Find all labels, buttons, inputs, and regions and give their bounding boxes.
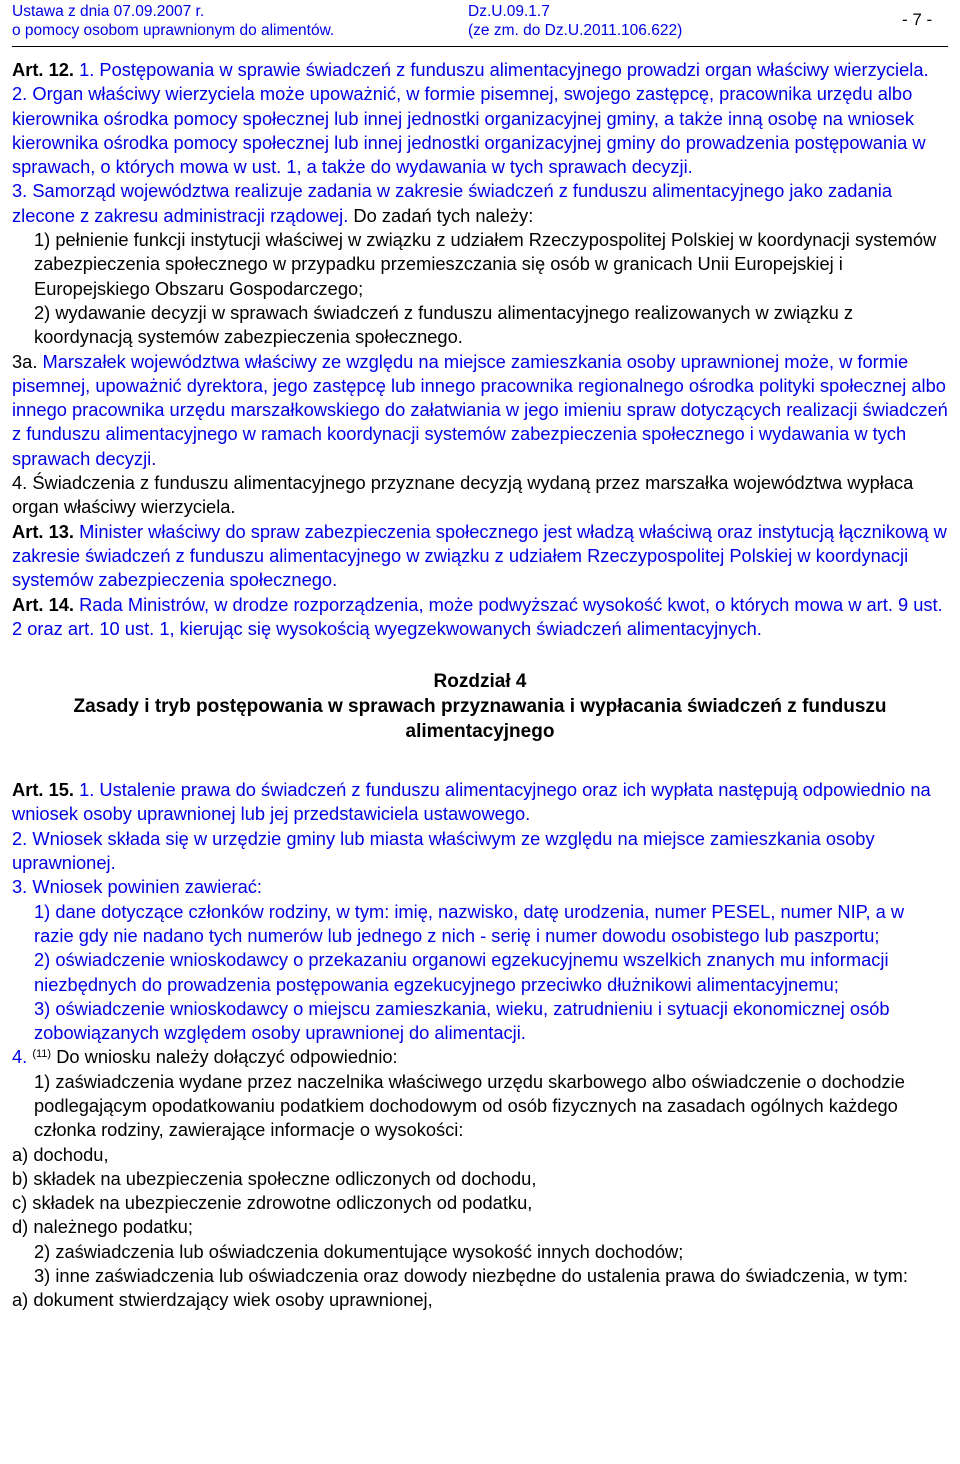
art14: [12, 593, 948, 642]
paragraph-text: Organ właściwy wierzyciela może upoważnić, w formie pisemnej, swojego zastępcę, pracownika urzędu albo kierownika ośrodka pomocy społecznej lub innej jednostki organizacyjnej gminy, a także inną osobę na wniosek kierownika ośrodka pomocy społecznej lub innej jednostki organizacyjnej gminy do prowadzenia postępowania w sprawach, o których mowa w ust. 1, a także do wydawania w tych sprawach decyzji.: [12, 83, 926, 178]
art15-para1: [12, 778, 948, 827]
art15-para4-item1-d: d) należnego podatku;: [12, 1216, 193, 1238]
article-label: Art. 13.: [12, 520, 74, 542]
paragraph-text: Marszałek województwa właściwy ze względu na miejsce zamieszkania osoby uprawnionej może, w formie pisemnej, upoważnić dyrektora, jego zastępcę lub innego pracownika regionalnego ośrodka polityki społecznej albo innego pracownika urzędu marszałkowskiego do załatwiania w jego imieniu spraw dotyczących realizacji świadczeń z funduszu alimentacyjnego w ramach koordynacji systemów zabezpieczenia społecznego i wydawania w tych sprawach decyzji.: [12, 350, 948, 469]
header-amendments: (ze zm. do Dz.U.2011.106.622): [468, 22, 683, 39]
header-journal-ref: Dz.U.09.1.7: [468, 3, 550, 20]
art15-para4-item2: 2) zaświadczenia lub oświadczenia dokumentujące wysokość innych dochodów;: [34, 1240, 684, 1262]
article-text: Minister właściwy do spraw zabezpieczenia społecznego jest władzą właściwą oraz instytucją łącznikową w zakresie świadczeń z funduszu alimentacyjnego w związku z udziałem Rzeczypospolitej Polskiej w koordynacji systemów zabezpieczenia społecznego.: [12, 520, 947, 591]
art12-para3: [12, 179, 948, 228]
paragraph-text: Do wniosku należy dołączyć odpowiednio:: [56, 1046, 398, 1068]
art15-para3-item3: 3) oświadczenie wnioskodawcy o miejscu zamieszkania, wieku, zatrudnieniu i sytuacji ekonomicznej osób zobowiązanych względem osoby uprawnionej do alimentacji.: [34, 997, 890, 1044]
paragraph-number: 3.: [12, 180, 28, 202]
header-act-title: o pomocy osobom uprawnionym do alimentów.: [12, 22, 335, 39]
footnote-reference: (11): [32, 1048, 52, 1061]
header-journal-info: [468, 2, 682, 40]
art12-para3-item1: 1) pełnienie funkcji instytucji właściwej w związku z udziałem Rzeczypospolitej Polskiej w koordynacji systemów zabezpieczenia społecznego w przypadku przemieszczania się osób w granicach Unii Europejskiej i Europejskiego Obszaru Gospodarczego;: [34, 229, 937, 299]
art15-para4-item1-b: b) składek na ubezpieczenia społeczne odliczonych od dochodu,: [12, 1167, 537, 1189]
chapter-heading: [12, 669, 948, 744]
art15-para4-item3: 3) inne zaświadczenia lub oświadczenia oraz dowody niezbędne do ustalenia prawa do świadczenia, w tym:: [34, 1265, 908, 1287]
art12-para3-item2: 2) wydawanie decyzji w sprawach świadczeń z funduszu alimentacyjnego realizowanych w związku z koordynacją systemów zabezpieczenia społecznego.: [34, 301, 853, 348]
art12-para1: [12, 58, 948, 82]
header-act-info: [12, 2, 334, 40]
art15-para3-item1: 1) dane dotyczące członków rodziny, w tym: imię, nazwisko, datę urodzenia, numer PESEL, numer NIP, a w razie gdy nie nadano tych numerów lub jednego z nich - serię i numer dowodu osobistego lub paszportu;: [34, 900, 905, 946]
page-header: [12, 0, 948, 47]
article-label: Art. 12.: [12, 59, 74, 80]
chapter-label: Rozdział 4: [433, 671, 527, 693]
header-act-date: Ustawa z dnia 07.09.2007 r.: [12, 3, 205, 20]
article-text: Rada Ministrów, w drodze rozporządzenia, może podwyższać wysokość kwot, o których mowa w art. 9 ust. 2 oraz art. 10 ust. 1, kierując się wysokością wyegzekwowanych świadczeń alimentacyjnych.: [12, 593, 943, 639]
art15-para4-item3-a: a) dokument stwierdzający wiek osoby uprawnionej,: [12, 1289, 433, 1311]
paragraph-number: 3a.: [12, 350, 38, 372]
art12-para4: [12, 471, 948, 520]
paragraph-text: Postępowania w sprawie świadczeń z funduszu alimentacyjnego prowadzi organ właściwy wierzyciela.: [99, 59, 929, 80]
art13: [12, 520, 948, 593]
chapter-title: Zasady i tryb postępowania w sprawach przyznawania i wypłacania świadczeń z funduszu alimentacyjnego: [73, 696, 887, 743]
document-body: [12, 58, 948, 1313]
art12-para3a: [12, 350, 948, 471]
paragraph-number: 1.: [79, 59, 95, 80]
article-label: Art. 14.: [12, 593, 74, 615]
page-number: - 7 -: [902, 10, 933, 29]
art15-para2: 2. Wniosek składa się w urzędzie gminy lub miasta właściwym ze względu na miejsce zamieszkania osoby uprawnionej.: [12, 827, 875, 874]
paragraph-number: 4.: [12, 472, 28, 494]
article-label: Art. 15.: [12, 779, 74, 801]
art15-para4-item1-a: a) dochodu,: [12, 1143, 109, 1165]
art15-para4-item1-c: c) składek na ubezpieczenie zdrowotne odliczonych od podatku,: [12, 1192, 533, 1214]
art12-para2: [12, 82, 948, 179]
art15-para4-item1: 1) zaświadczenia wydane przez naczelnika właściwego urzędu skarbowego albo oświadczenie o dochodzie podlegającym opodatkowaniu podatkiem dochodowym od osób fizycznych na zasadach ogólnych każdego członka rodziny, zawierające informacje o wysokości:: [34, 1070, 905, 1141]
art15-para4: [12, 1045, 948, 1069]
art15-para3-item2: 2) oświadczenie wnioskodawcy o przekazaniu organowi egzekucyjnemu wszelkich znanych mu informacji niezbędnych do prowadzenia postępowania egzekucyjnego przeciwko dłużnikowi alimentacyjnemu;: [34, 949, 889, 995]
paragraph-number: 4.: [12, 1046, 28, 1068]
paragraph-text: Samorząd województwa realizuje zadania w zakresie świadczeń z funduszu alimentacyjnego jako zadania zlecone z zakresu administracji rządowej.: [12, 180, 893, 226]
art15-para3: 3. Wniosek powinien zawierać:: [12, 876, 262, 898]
paragraph-text: Do zadań tych należy:: [353, 204, 534, 226]
paragraph-text: Świadczenia z funduszu alimentacyjnego przyznane decyzją wydaną przez marszałka województwa wypłaca organ właściwy wierzyciela.: [12, 472, 914, 518]
paragraph-text: 1. Ustalenie prawa do świadczeń z funduszu alimentacyjnego oraz ich wypłata następują odpowiednio na wniosek osoby uprawnionej lub jej przedstawiciela ustawowego.: [12, 779, 931, 825]
paragraph-number: 2.: [12, 83, 28, 105]
